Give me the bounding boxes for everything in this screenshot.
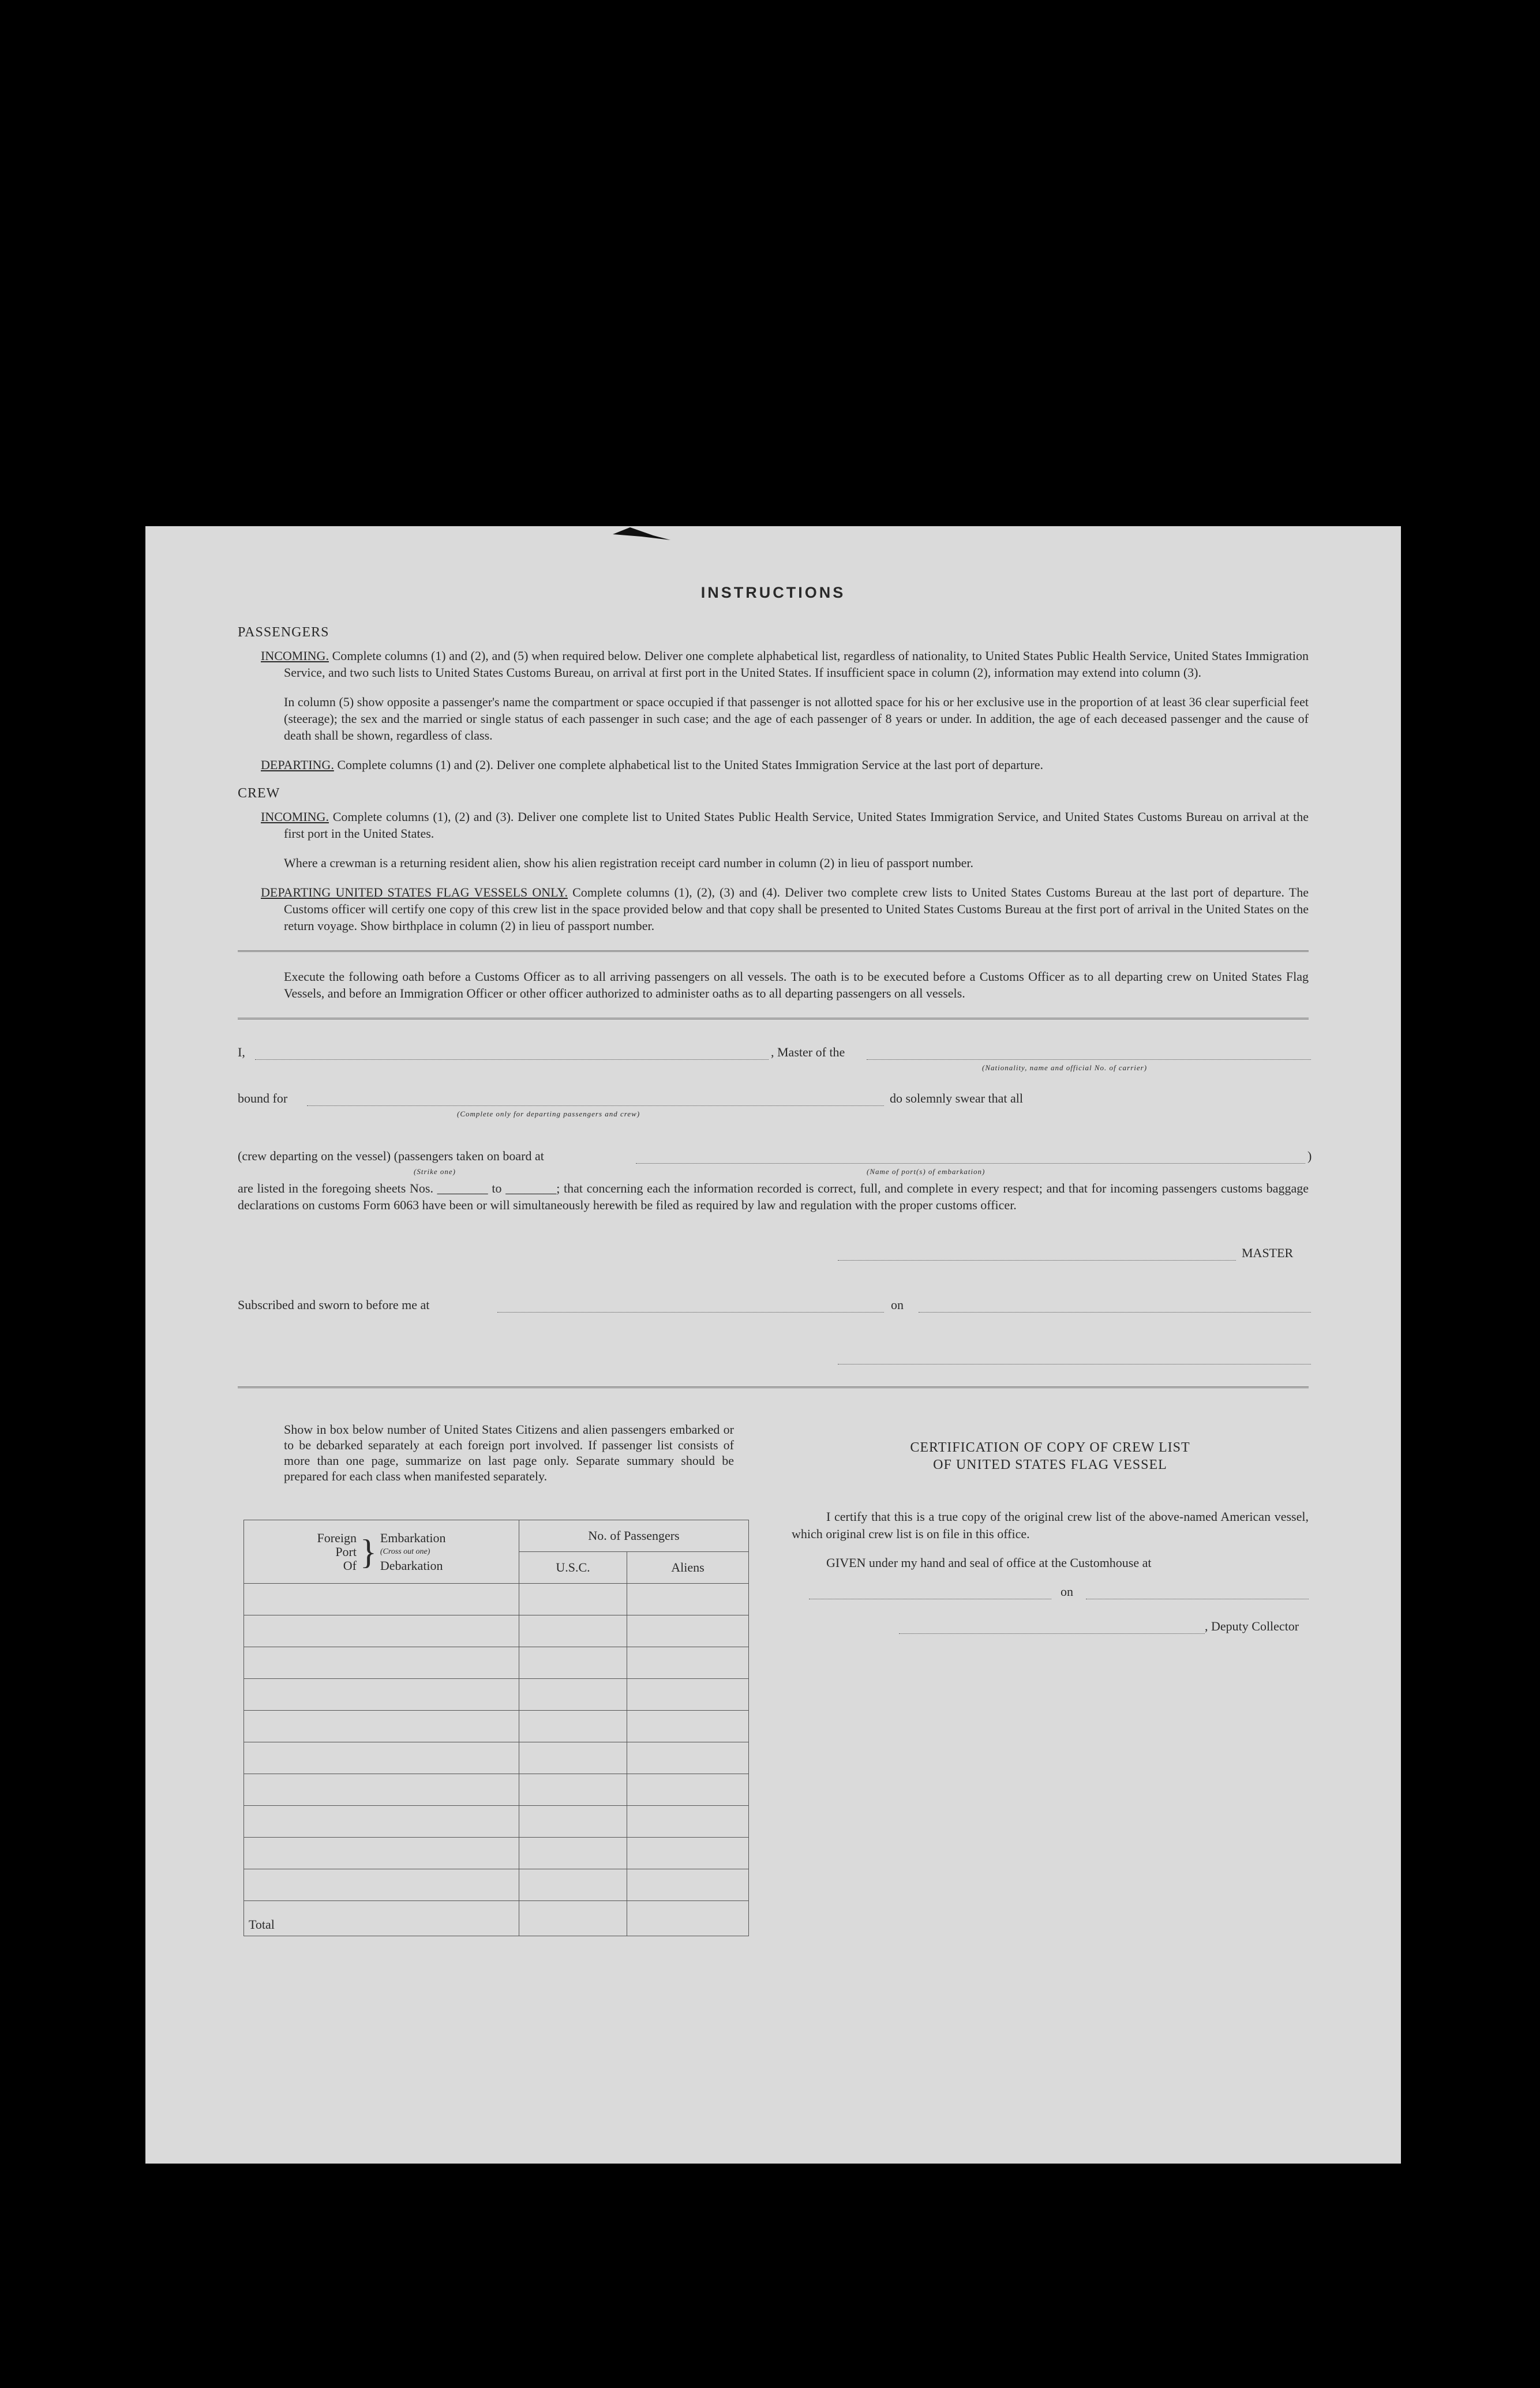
usc-cell[interactable] bbox=[519, 1774, 627, 1806]
usc-cell[interactable] bbox=[519, 1742, 627, 1774]
deputy-collector-label: , Deputy Collector bbox=[1205, 1619, 1299, 1633]
crew-resident: Where a crewman is a returning resident alien, show his alien registration receipt card number in column (2) in lieu of passport number. bbox=[284, 856, 973, 870]
usc-cell[interactable] bbox=[519, 1806, 627, 1838]
sheet-from-field[interactable]: ________ bbox=[437, 1181, 488, 1195]
certification-title-1: CERTIFICATION OF COPY OF CREW LIST bbox=[910, 1440, 1190, 1455]
subscribed-date-field[interactable] bbox=[919, 1312, 1311, 1313]
complete-only-caption: (Complete only for departing passengers and crew) bbox=[457, 1109, 640, 1118]
port-cell[interactable] bbox=[244, 1869, 519, 1901]
passengers-departing-label: DEPARTING. bbox=[261, 758, 334, 772]
usc-cell[interactable] bbox=[519, 1615, 627, 1647]
no-passengers-header: No. of Passengers bbox=[519, 1520, 749, 1552]
debarkation-label: Debarkation bbox=[380, 1558, 443, 1573]
embarkation-label: Embarkation bbox=[380, 1530, 446, 1545]
passengers-column5: In column (5) show opposite a passenger's name the compartment or space occupied if that passenger is not allotted space for his or her exclusive use in the proportion of at least 36 clear superficial feet (steerage); the sex and the married or single status of each passenger in such case; and the age of each passenger of 8 years or under. In addition, the age of each deceased passenger and the cause of death shall be shown, regardless of class. bbox=[284, 695, 1309, 743]
certification-title-2: OF UNITED STATES FLAG VESSEL bbox=[933, 1457, 1167, 1472]
usc-cell[interactable] bbox=[519, 1869, 627, 1901]
master-of-label: , Master of the bbox=[771, 1045, 845, 1059]
oath-instruction: Execute the following oath before a Customs Officer as to all arriving passengers on all vessels. The oath is to be executed before a Customs Officer as to all departing crew on United States Flag Vessels, and before an Immigration Officer or other officer authorized to administer oaths as to all departing passengers on all vessels. bbox=[284, 969, 1309, 1000]
port-cell[interactable] bbox=[244, 1806, 519, 1838]
usc-cell[interactable] bbox=[519, 1584, 627, 1615]
swear-label: do solemnly swear that all bbox=[890, 1091, 1023, 1105]
crew-departing bbox=[238, 884, 1309, 934]
crew-departing-label: (crew departing on the vessel) (passengers taken on board at bbox=[238, 1149, 544, 1163]
aliens-cell[interactable] bbox=[627, 1647, 749, 1679]
sheet-to-field[interactable]: ________ bbox=[505, 1181, 557, 1195]
total-label: Total bbox=[244, 1901, 519, 1936]
listed-in-label: are listed in the foregoing sheets Nos. bbox=[238, 1181, 433, 1195]
aliens-cell[interactable] bbox=[627, 1869, 749, 1901]
table-row bbox=[244, 1711, 749, 1742]
usc-cell[interactable] bbox=[519, 1647, 627, 1679]
given-text: GIVEN under my hand and seal of office at the Customhouse at bbox=[826, 1555, 1152, 1570]
certify-text: I certify that this is a true copy of the original crew list of the above-named American vessel, which original crew list is on file in this office. bbox=[792, 1509, 1309, 1541]
port-header-cell: Foreign Port Of } Embarkation (Cross out one) Debarkation bbox=[244, 1520, 519, 1584]
subscribed-on-label: on bbox=[891, 1298, 904, 1312]
oath-line-3 bbox=[238, 1139, 1312, 1176]
certification-block bbox=[792, 1439, 1309, 1644]
bound-for-label: bound for bbox=[238, 1091, 288, 1105]
cert-on-label: on bbox=[1061, 1584, 1073, 1599]
passengers-heading: PASSENGERS bbox=[238, 625, 329, 640]
usc-header: U.S.C. bbox=[519, 1552, 627, 1584]
oath-line-2 bbox=[238, 1082, 1309, 1116]
oath-line-1 bbox=[238, 1036, 1309, 1070]
oath-i-label: I, bbox=[238, 1045, 245, 1059]
aliens-total-cell[interactable] bbox=[627, 1901, 749, 1936]
customhouse-row bbox=[792, 1575, 1309, 1610]
form-page bbox=[145, 526, 1401, 2164]
aliens-cell[interactable] bbox=[627, 1838, 749, 1869]
total-row bbox=[244, 1901, 749, 1936]
of-label: Of bbox=[343, 1558, 357, 1573]
aliens-cell[interactable] bbox=[627, 1774, 749, 1806]
aliens-cell[interactable] bbox=[627, 1615, 749, 1647]
crew-incoming-label: INCOMING. bbox=[261, 809, 329, 824]
usc-cell[interactable] bbox=[519, 1838, 627, 1869]
master-signature-row bbox=[238, 1236, 1309, 1271]
foreign-label: Foreign bbox=[317, 1530, 357, 1545]
officer-signature-row bbox=[238, 1340, 1309, 1375]
summary-section bbox=[238, 1404, 1309, 1958]
crew-incoming-text: Complete columns (1), (2) and (3). Deliver one complete list to United States Public Health Service, United States Immigration Service, and United States Customs Bureau on arrival at the first port in the United States. bbox=[284, 809, 1309, 841]
port-cell[interactable] bbox=[244, 1711, 519, 1742]
aliens-cell[interactable] bbox=[627, 1711, 749, 1742]
aliens-cell[interactable] bbox=[627, 1806, 749, 1838]
passengers-departing-text: Complete columns (1) and (2). Deliver one complete alphabetical list to the United States Immigration Service at the last port of departure. bbox=[337, 758, 1044, 772]
table-row bbox=[244, 1679, 749, 1711]
table-row bbox=[244, 1742, 749, 1774]
subscribed-row bbox=[238, 1288, 1309, 1323]
port-cell[interactable] bbox=[244, 1647, 519, 1679]
aliens-cell[interactable] bbox=[627, 1742, 749, 1774]
master-name-field[interactable] bbox=[255, 1059, 769, 1060]
aliens-header: Aliens bbox=[627, 1552, 749, 1584]
table-row bbox=[244, 1584, 749, 1615]
usc-cell[interactable] bbox=[519, 1711, 627, 1742]
port-cell[interactable] bbox=[244, 1584, 519, 1615]
subscribed-place-field[interactable] bbox=[497, 1312, 884, 1313]
closing-paren: ) bbox=[1307, 1149, 1312, 1163]
carrier-field[interactable] bbox=[867, 1059, 1311, 1060]
table-row bbox=[244, 1647, 749, 1679]
passengers-departing bbox=[238, 756, 1309, 773]
oath-body bbox=[238, 1180, 1309, 1213]
divider bbox=[238, 1386, 1309, 1388]
aliens-cell[interactable] bbox=[627, 1584, 749, 1615]
table-row bbox=[244, 1838, 749, 1869]
master-label: MASTER bbox=[1242, 1246, 1294, 1260]
to-label: to bbox=[492, 1181, 502, 1195]
port-cell[interactable] bbox=[244, 1742, 519, 1774]
port-cell[interactable] bbox=[244, 1838, 519, 1869]
summary-note: Show in box below number of United States Citizens and alien passengers embarked or to be debarked separately at each foreign port involved. If passenger list consists of more than one page, summarize on last page only. Separate summary should be prepared for each class when manifested separately. bbox=[284, 1422, 734, 1483]
page-title: INSTRUCTIONS bbox=[700, 584, 846, 601]
divider bbox=[238, 950, 1309, 952]
nationality-caption: (Nationality, name and official No. of carrier) bbox=[982, 1063, 1148, 1072]
crew-incoming bbox=[238, 808, 1309, 842]
crew-departing-text: Complete columns (1), (2), (3) and (4). Deliver two complete crew lists to United States Customs Bureau at the last port of departure. The Customs officer will certify one copy of this crew list in the space provided below and that copy shall be presented to United States Customs Bureau at the first port of arrival in the United States on the return voyage. Show birthplace in column (2) in lieu of passport number. bbox=[284, 885, 1309, 933]
deputy-signature-field[interactable] bbox=[899, 1633, 1205, 1634]
divider bbox=[238, 1018, 1309, 1019]
torn-edge-mark bbox=[607, 523, 676, 546]
port-cell[interactable] bbox=[244, 1774, 519, 1806]
passengers-incoming bbox=[238, 647, 1309, 681]
embarkation-port-field[interactable] bbox=[636, 1163, 1305, 1164]
passenger-summary-table bbox=[243, 1520, 749, 1936]
deputy-row bbox=[792, 1610, 1309, 1644]
passengers-incoming-label: INCOMING. bbox=[261, 648, 329, 663]
crew-departing-label: DEPARTING UNITED STATES FLAG VESSELS ONLY. bbox=[261, 885, 568, 899]
strike-one-caption: (Strike one) bbox=[414, 1167, 456, 1176]
port-caption: (Name of port(s) of embarkation) bbox=[867, 1167, 986, 1176]
table-row bbox=[244, 1615, 749, 1647]
crew-heading: CREW bbox=[238, 786, 280, 801]
table-row bbox=[244, 1774, 749, 1806]
destination-field[interactable] bbox=[307, 1105, 884, 1106]
port-cell[interactable] bbox=[244, 1615, 519, 1647]
port-cell[interactable] bbox=[244, 1679, 519, 1711]
table-row bbox=[244, 1869, 749, 1901]
cross-out-caption: (Cross out one) bbox=[380, 1547, 430, 1556]
usc-total-cell[interactable] bbox=[519, 1901, 627, 1936]
aliens-cell[interactable] bbox=[627, 1679, 749, 1711]
usc-cell[interactable] bbox=[519, 1679, 627, 1711]
table-row bbox=[244, 1806, 749, 1838]
passengers-incoming-text: Complete columns (1) and (2), and (5) when required below. Deliver one complete alphabetical list, regardless of nationality, to United States Public Health Service, United States Immigration Service, and two such lists to United States Customs Bureau, on arrival at first port in the United States. If insufficient space in column (2), information may extend into column (3). bbox=[284, 648, 1309, 680]
port-label: Port bbox=[335, 1544, 357, 1559]
concerning-text: ; that concerning each the information recorded is correct, full, and complete in every respect; and that for incoming passengers customs baggage declarations on customs Form 6063 have been or will simultaneously herewith be filed as required by law and regulation with the proper customs officer. bbox=[238, 1181, 1309, 1212]
subscribed-label: Subscribed and sworn to before me at bbox=[238, 1298, 430, 1312]
master-signature-field[interactable] bbox=[838, 1260, 1236, 1261]
